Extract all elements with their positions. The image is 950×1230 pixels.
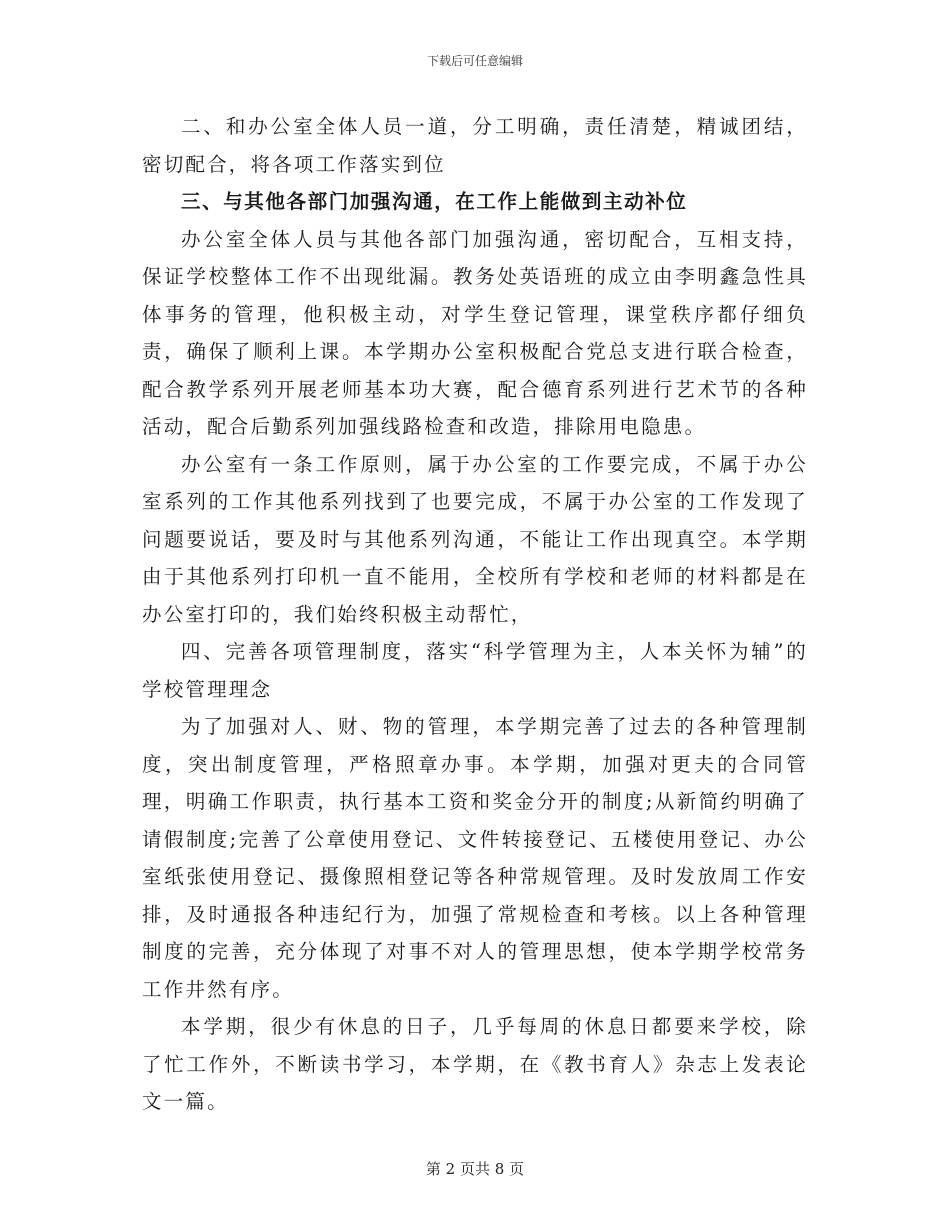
paragraph-communication: 办公室全体人员与其他各部门加强沟通，密切配合，互相支持，保证学校整体工作不出现纰漏。教务处英语班的成立由李明鑫急性具体事务的管理，他积极主动，对学生登记管理，课堂秩序都仔细负责，确保了顺利上课。本学期办公室积极配合党总支进行联合检查，配合教学系列开展老师基本功大赛，配合德育系列进行艺术节的各种活动，配合后勤系列加强线路检查和改造，排除用电隐患。: [142, 227, 808, 438]
paragraph-management-system: 为了加强对人、财、物的管理，本学期完善了过去的各种管理制度，突出制度管理，严格照章办事。本学期，加强对更夫的合同管理，明确工作职责，执行基本工资和奖金分开的制度;从新简约明确了请假制度;完善了公章使用登记、文件转接登记、五楼使用登记、办公室纸张使用登记、摄像照相登记等各种常规管理。及时发放周工作安排，及时通报各种违纪行为，加强了常规检查和考核。以上各种管理制度的完善，充分体现了对事不对人的管理思想，使本学期学校常务工作井然有序。: [142, 715, 808, 1001]
heading-section-three: 三、与其他各部门加强沟通，在工作上能做到主动补位: [181, 190, 688, 213]
page-number-footer: 第 2 页共 8 页: [425, 1160, 525, 1178]
paragraph-personal-study: 本学期，很少有休息的日子，几乎每周的休息日都要来学校，除了忙工作外，不断读书学习，本学期，在《教书育人》杂志上发表论文一篇。: [142, 1015, 808, 1113]
paragraph-work-principle: 办公室有一条工作原则，属于办公室的工作要完成，不属于办公室系列的工作其他系列找到了也要完成，不属于办公室的工作发现了问题要说话，要及时与其他系列沟通，不能让工作出现真空。本学期由于其他系列打印机一直不能用，全校所有学校和老师的材料都是在办公室打印的，我们始终积极主动帮忙，: [142, 452, 808, 626]
paragraph-section-two: 二、和办公室全体人员一道，分工明确，责任清楚，精诚团结，密切配合，将各项工作落实到位: [142, 115, 808, 176]
paragraph-section-four: 四、完善各项管理制度，落实“科学管理为主，人本关怀为辅”的学校管理理念: [142, 640, 808, 701]
document-body: [142, 108, 808, 1121]
page-header: 下载后可任意编辑: [426, 54, 523, 68]
